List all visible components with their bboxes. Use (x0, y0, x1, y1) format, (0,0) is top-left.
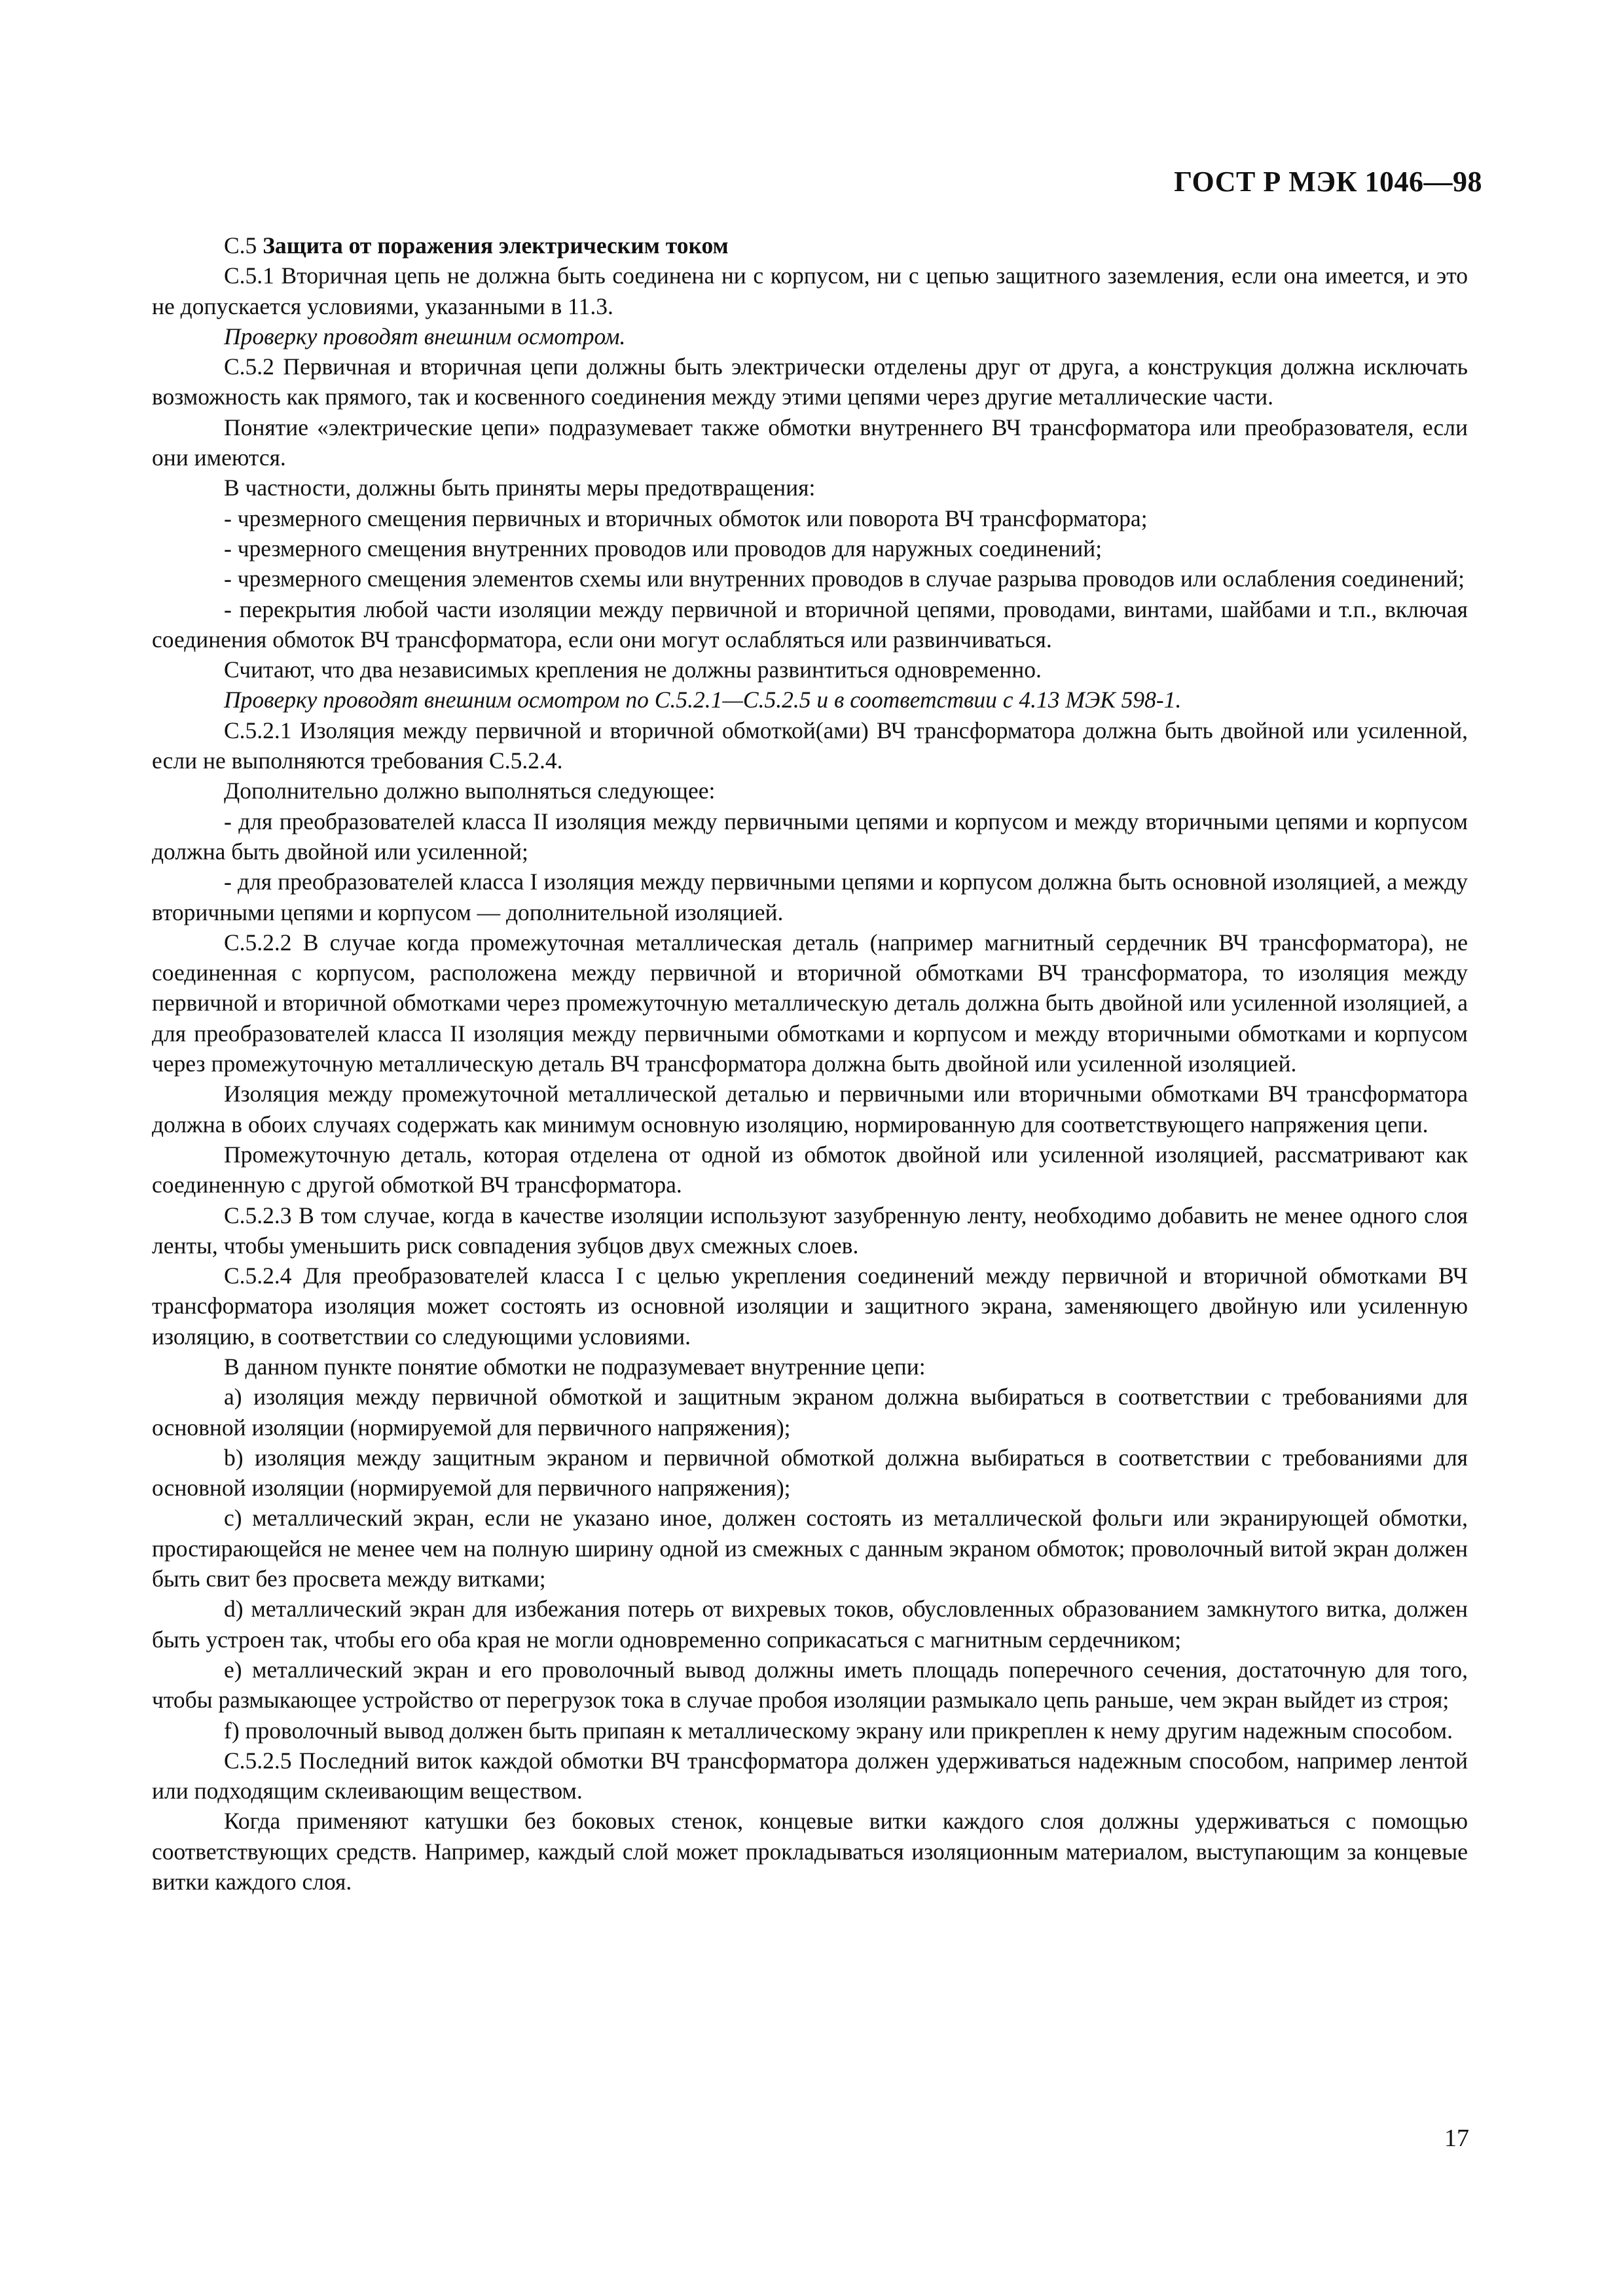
section-title: Защита от поражения электрическим током (263, 232, 729, 259)
paragraph-list (152, 260, 1468, 1897)
paragraph: Считают, что два независимых крепления не должны развинтиться одновременно. (224, 656, 1042, 683)
paragraph: Проверку проводят внешним осмотром. (224, 323, 626, 350)
paragraph: С.5.2.4 Для преобразователей класса I с целью укрепления соединений между первичной и вторичной обмотками ВЧ трансформатора изоляция может состоять из основной изоляции и защитного экрана, заменяющего двойную или усиленную изоляцию, в соответствии со следующими условиями. (152, 1263, 1468, 1350)
paragraph: - для преобразователей класса I изоляция между первичными цепями и корпусом должна быть основной изоляцией, а между вторичными цепями и корпусом — дополнительной изоляцией. (152, 869, 1468, 925)
paragraph: С.5.2.3 В том случае, когда в качестве изоляции используют зазубренную ленту, необходимо добавить не менее одного слоя ленты, чтобы уменьшить риск совпадения зубцов двух смежных слоев. (152, 1202, 1468, 1259)
paragraph: - перекрытия любой части изоляции между первичной и вторичной цепями, проводами, винтами, шайбами и т.п., включая соединения обмоток ВЧ трансформатора, если они могут ослабляться или развинчиваться. (152, 596, 1468, 653)
paragraph: b) изоляция между защитным экраном и первичной обмоткой должна выбираться в соответствии с требованиями для основной изоляции (нормируемой для первичного напряжения); (152, 1444, 1468, 1501)
paragraph: С.5.1 Вторичная цепь не должна быть соединена ни с корпусом, ни с цепью защитного заземления, если она имеется, и это не допускается условиями, указанными в 11.3. (152, 262, 1468, 319)
paragraph: - чрезмерного смещения внутренних проводов или проводов для наружных соединений; (224, 535, 1103, 562)
paragraph: С.5.2 Первичная и вторичная цепи должны быть электрически отделены друг от друга, а конструкция должна исключать возможность как прямого, так и косвенного соединения между этими цепями через другие металлические части. (152, 353, 1468, 410)
section-heading (152, 230, 1468, 260)
paragraph: a) изоляция между первичной обмоткой и защитным экраном должна выбираться в соответствии с требованиями для основной изоляции (нормируемой для первичного напряжения); (152, 1384, 1468, 1441)
paragraph: Промежуточную деталь, которая отделена от одной из обмоток двойной или усиленной изоляцией, рассматривают как соединенную с другой обмоткой ВЧ трансформатора. (152, 1141, 1468, 1198)
document-body (152, 230, 1468, 1897)
paragraph: В данном пункте понятие обмотки не подразумевает внутренние цепи: (224, 1353, 926, 1380)
paragraph: С.5.2.2 В случае когда промежуточная металлическая деталь (например магнитный сердечник ВЧ трансформатора), не соединенная с корпусом, расположена между первичной и вторичной обмотками ВЧ трансформатора, то изоляция между первичной и вторичной обмотками через промежуточную металлическую деталь должна быть двойной или усиленной изоляцией, а для преобразователей класса II изоляция между первичными обмотками и корпусом и между вторичными обмотками и корпусом через промежуточную металлическую деталь ВЧ трансформатора должна быть двойной или усиленной изоляцией. (152, 929, 1468, 1077)
paragraph: - для преобразователей класса II изоляция между первичными цепями и корпусом и между вторичными цепями и корпусом должна быть двойной или усиленной; (152, 808, 1468, 865)
paragraph: Изоляция между промежуточной металлической деталью и первичными или вторичными обмотками ВЧ трансформатора должна в обоих случаях содержать как минимум основную изоляцию, нормированную для соответствующего напряжения цепи. (152, 1081, 1468, 1138)
paragraph: В частности, должны быть приняты меры предотвращения: (224, 475, 816, 501)
paragraph: Понятие «электрические цепи» подразумевает также обмотки внутреннего ВЧ трансформатора или преобразователя, если они имеются. (152, 414, 1468, 471)
paragraph: e) металлический экран и его проволочный вывод должны иметь площадь поперечного сечения, достаточную для того, чтобы размыкающее устройство от перегрузок тока в случае пробоя изоляции размыкало цепь раньше, чем экран выйдет из строя; (152, 1656, 1468, 1713)
standard-header: ГОСТ Р МЭК 1046—98 (1174, 166, 1482, 198)
paragraph: - чрезмерного смещения первичных и вторичных обмоток или поворота ВЧ трансформатора; (224, 505, 1148, 531)
paragraph: - чрезмерного смещения элементов схемы или внутренних проводов в случае разрыва проводов или ослабления соединений; (224, 565, 1465, 592)
paragraph: С.5.2.1 Изоляция между первичной и вторичной обмоткой(ами) ВЧ трансформатора должна быть двойной или усиленной, если не выполняются требования С.5.2.4. (152, 717, 1468, 774)
paragraph: c) металлический экран, если не указано иное, должен состоять из металлической фольги или экранирующей обмотки, простирающейся не менее чем на полную ширину одной из смежных с данным экраном обмоток; проволочный витой экран должен быть свит без просвета между витками; (152, 1505, 1468, 1592)
section-number: С.5 (224, 232, 257, 259)
paragraph: Проверку проводят внешним осмотром по С.5.2.1—С.5.2.5 и в соответствии с 4.13 МЭК 598-1. (224, 687, 1182, 713)
page-number: 17 (1444, 2125, 1469, 2152)
paragraph: Дополнительно должно выполняться следующее: (224, 778, 716, 804)
paragraph: Когда применяют катушки без боковых стенок, концевые витки каждого слоя должны удерживаться с помощью соответствующих средств. Например, каждый слой может прокладываться изоляционным материалом, выступающим за концевые витки каждого слоя. (152, 1808, 1468, 1895)
paragraph: d) металлический экран для избежания потерь от вихревых токов, обусловленных образованием замкнутого витка, должен быть устроен так, чтобы его оба края не могли одновременно соприкасаться с магнитным сердечником; (152, 1596, 1468, 1653)
paragraph: С.5.2.5 Последний виток каждой обмотки ВЧ трансформатора должен удерживаться надежным способом, например лентой или подходящим склеивающим веществом. (152, 1747, 1468, 1804)
paragraph: f) проволочный вывод должен быть припаян к металлическому экрану или прикреплен к нему другим надежным способом. (224, 1717, 1453, 1744)
